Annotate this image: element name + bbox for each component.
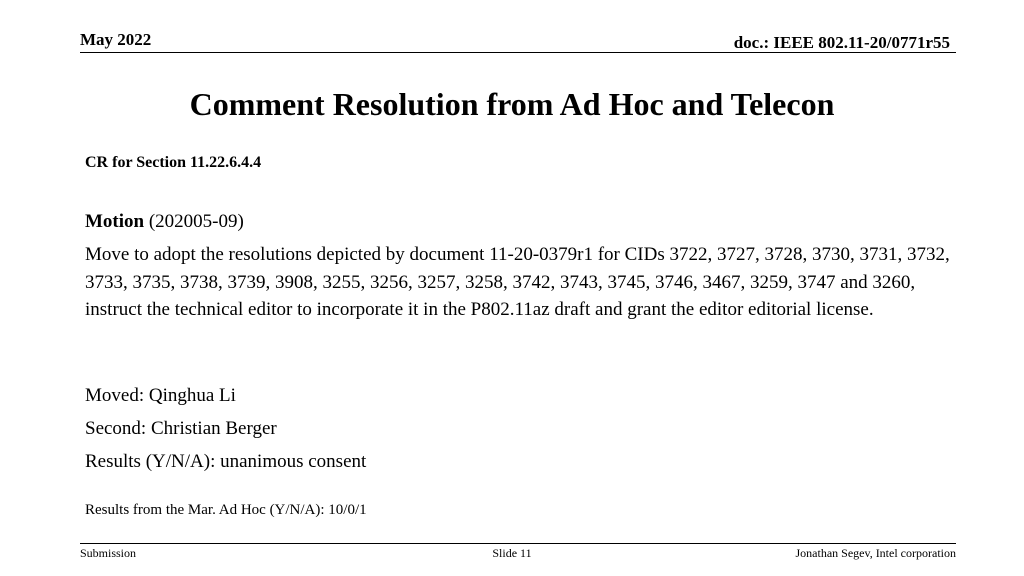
motion-text: Move to adopt the resolutions depicted by document 11-20-0379r1 for CIDs 3722, 3727, 3728, 3730, 3731, 3732, 3733, 3735, 3738, 3739, 3908, 3255, 3256, 3257, 3258, 3742, 3743, 3745, 3746, 3467, 3259, 3747 and 3260, instruct the technical editor to incorporate it in the P802.11az draft and grant the editor editorial license.	[85, 244, 950, 320]
footer-submission: Submission	[80, 546, 137, 560]
footer-divider	[80, 543, 956, 544]
slide-title: Comment Resolution from Ad Hoc and Telecon	[189, 86, 835, 122]
header-divider	[80, 52, 956, 53]
section-subtitle: CR for Section 11.22.6.4.4	[85, 154, 262, 171]
footer-slide-number: Slide 11	[492, 546, 532, 560]
adhoc-results: Results from the Mar. Ad Hoc (Y/N/A): 10/0/1	[85, 502, 367, 518]
header-doc-id: doc.: IEEE 802.11-20/0771r55	[733, 33, 950, 52]
header-date: May 2022	[80, 30, 152, 49]
motion-heading	[85, 211, 244, 233]
footer-author: Jonathan Segev, Intel corporation	[795, 546, 956, 560]
motion-label: Motion	[85, 211, 145, 232]
seconded-by: Second: Christian Berger	[85, 418, 277, 439]
moved-by: Moved: Qinghua Li	[85, 385, 236, 406]
motion-id: (202005-09)	[144, 211, 244, 232]
vote-results: Results (Y/N/A): unanimous consent	[85, 451, 367, 472]
